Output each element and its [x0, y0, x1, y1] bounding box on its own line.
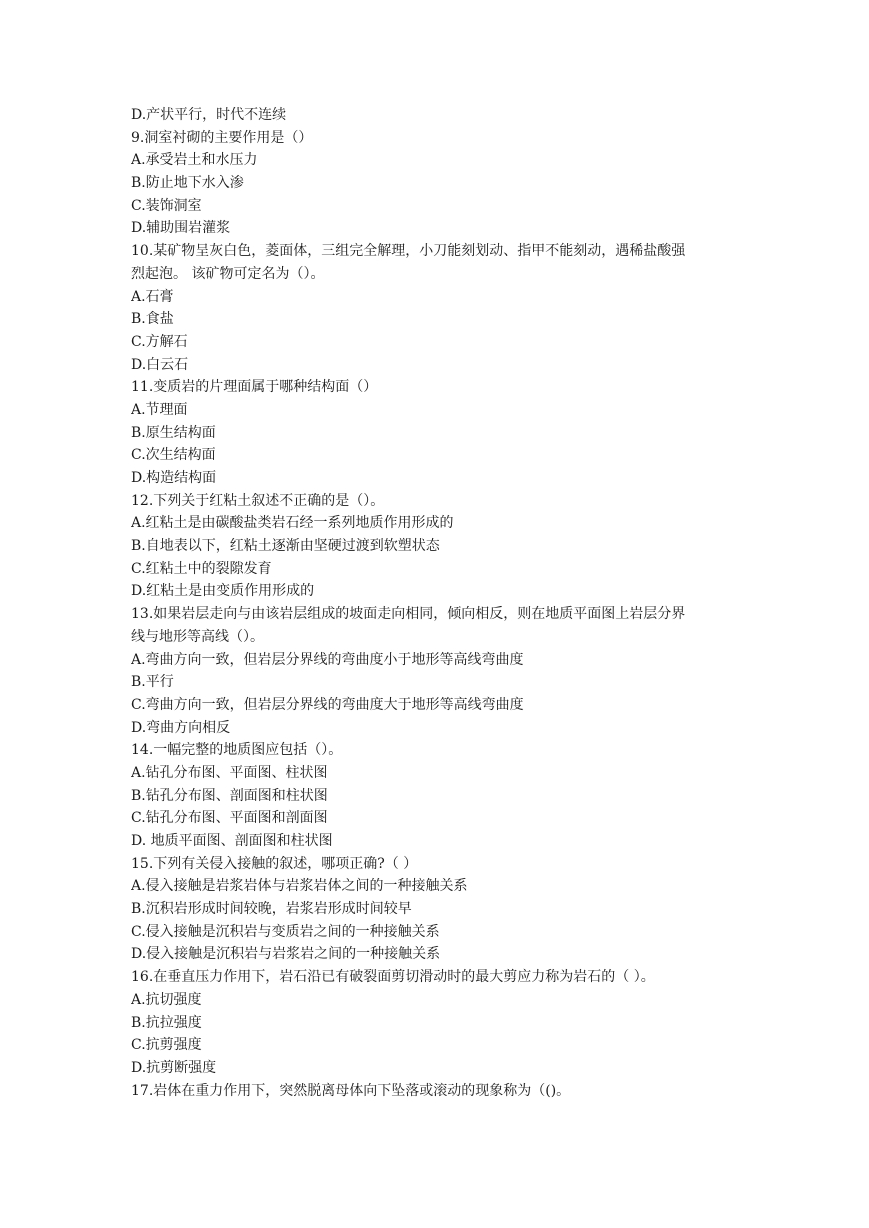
- text-line: D.辅助围岩灌浆: [131, 220, 231, 237]
- text-line: D.弯曲方向相反: [131, 719, 231, 736]
- text-line: C.方解石: [131, 333, 188, 350]
- text-line: 15.下列有关侵入接触的叙述，哪项正确?（ ）: [131, 855, 418, 872]
- question-text: [131, 104, 741, 1102]
- text-line: A.钻孔分布图、平面图、柱状图: [131, 764, 328, 781]
- text-line: D.产状平行，时代不连续: [131, 107, 287, 123]
- text-line: B.防止地下水入渗: [131, 175, 244, 192]
- text-line: C.侵入接触是沉积岩与变质岩之间的一种接触关系: [131, 923, 440, 940]
- text-line: A.侵入接触是岩浆岩体与岩浆岩体之间的一种接触关系: [131, 878, 468, 895]
- text-line: 16.在垂直压力作用下，岩石沿已有破裂面剪切滑动时的最大剪应力称为岩石的（ ）。: [131, 969, 655, 986]
- text-line: B.自地表以下，红粘土逐渐由坚硬过渡到软塑状态: [131, 538, 440, 555]
- text-line: D.构造结构面: [131, 470, 217, 486]
- text-line: 线与地形等高线（）。: [131, 628, 264, 645]
- text-line: B.食盐: [131, 311, 174, 328]
- text-line: 14.一幅完整的地质图应包括（）。: [131, 742, 343, 759]
- text-line: A.抗切强度: [131, 991, 202, 1008]
- text-line: C.装饰洞室: [131, 197, 202, 214]
- text-line: C.抗剪强度: [131, 1037, 202, 1054]
- text-line: C.次生结构面: [131, 447, 216, 464]
- text-line: B.平行: [131, 674, 174, 691]
- text-line: 13.如果岩层走向与由该岩层组成的坡面走向相同，倾向相反，则在地质平面图上岩层分界: [131, 606, 686, 623]
- text-line: 17.岩体在重力作用下，突然脱离母体向下坠落或滚动的现象称为（()。: [131, 1082, 571, 1099]
- text-line: D.侵入接触是沉积岩与岩浆岩之间的一种接触关系: [131, 946, 441, 963]
- text-line: C.弯曲方向一致，但岩层分界线的弯曲度大于地形等高线弯曲度: [131, 696, 524, 713]
- text-line: 烈起泡。 该矿物可定名为（）。: [131, 265, 325, 282]
- text-line: D. 地质平面图、剖面图和柱状图: [131, 833, 333, 849]
- text-line: C.红粘土中的裂隙发育: [131, 560, 272, 577]
- text-line: 10.某矿物呈灰白色，菱面体，三组完全解理，小刀能刻划动、指甲不能刻动，遇稀盐酸强: [131, 243, 686, 260]
- text-line: B.抗拉强度: [131, 1014, 202, 1031]
- text-line: A.节理面: [131, 401, 188, 418]
- text-line: B.沉积岩形成时间较晚，岩浆岩形成时间较早: [131, 901, 412, 918]
- text-line: A.红粘土是由碳酸盐类岩石经一系列地质作用形成的: [131, 515, 454, 532]
- text-line: B.原生结构面: [131, 424, 216, 441]
- text-line: A.承受岩土和水压力: [131, 152, 258, 169]
- text-line: C.钻孔分布图、平面图和剖面图: [131, 810, 328, 827]
- text-line: A.弯曲方向一致，但岩层分界线的弯曲度小于地形等高线弯曲度: [131, 651, 524, 668]
- text-line: A.石膏: [131, 288, 174, 305]
- text-line: D.红粘土是由变质作用形成的: [131, 583, 315, 600]
- text-line: B.钻孔分布图、剖面图和柱状图: [131, 787, 328, 804]
- text-line: D.白云石: [131, 356, 189, 373]
- text-line: 9.洞室衬砌的主要作用是（）: [131, 129, 313, 146]
- text-line: D.抗剪断强度: [131, 1059, 217, 1076]
- text-line: 12.下列关于红粘土叙述不正确的是（）。: [131, 492, 385, 509]
- text-line: 11.变质岩的片理面属于哪种结构面（）: [131, 379, 378, 396]
